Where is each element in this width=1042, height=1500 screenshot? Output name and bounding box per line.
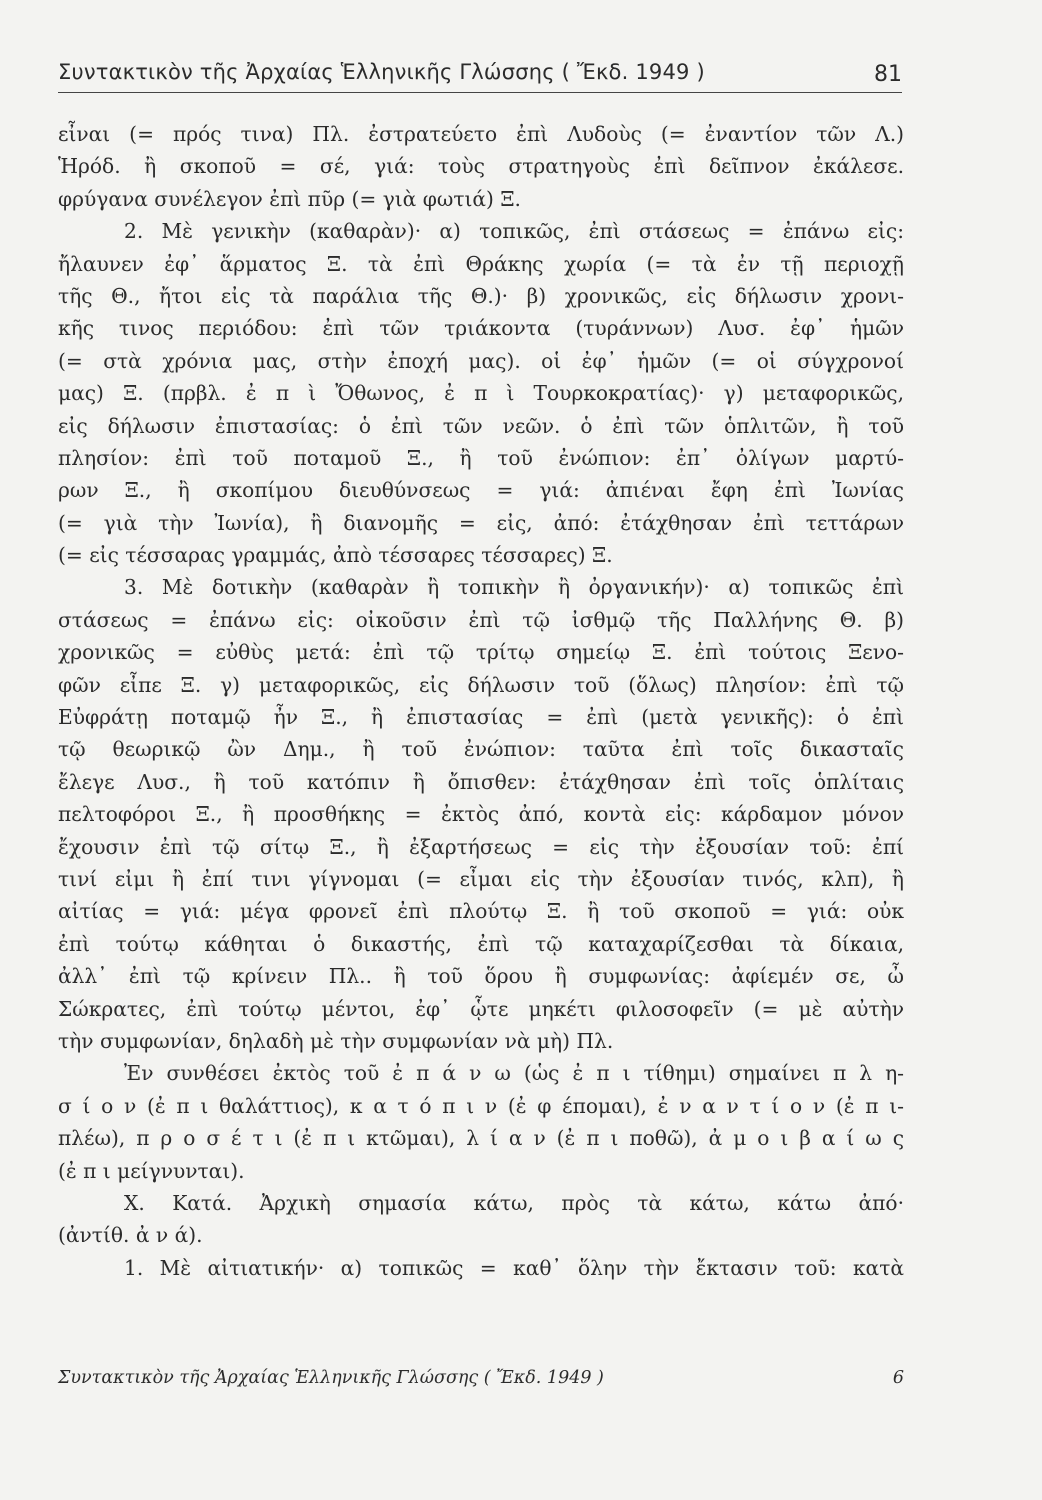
text-line: (ἀντίθ. ἀ ν ά). bbox=[58, 1223, 203, 1248]
text-line: χρονικῶς = εὐθὺς μετά: ἐπὶ τῷ τρίτῳ σημείῳ Ξ. ἐπὶ τούτοις Ξενο- bbox=[58, 640, 904, 665]
text-line: αἰτίας = γιά: μέγα φρονεῖ ἐπὶ πλούτῳ Ξ. ἢ τοῦ σκοποῦ = γιά: οὐκ bbox=[58, 899, 904, 924]
page-number: 81 bbox=[874, 62, 902, 87]
text-line: 2. Μὲ γενικὴν (καθαρὰν)· α) τοπικῶς, ἐπὶ στάσεως = ἐπάνω εἰς: bbox=[124, 219, 904, 244]
text-line: ἔλεγε Λυσ., ἢ τοῦ κατόπιν ἢ ὄπισθεν: ἐτάχθησαν ἐπὶ τοῖς ὁπλίταις bbox=[58, 769, 904, 794]
text-line: τὴν συμφωνίαν, δηλαδὴ μὲ τὴν συμφωνίαν νὰ μὴ) Πλ. bbox=[58, 1028, 614, 1053]
text-line: Ἐν συνθέσει ἐκτὸς τοῦ ἐ π ά ν ω (ὡς ἐ π ι τίθημι) σημαίνει π λ η- bbox=[124, 1061, 904, 1086]
text-line: σ ί ο ν (ἐ π ι θαλάττιος), κ α τ ό π ι ν (ἐ φ έπομαι), ἐ ν α ν τ ί ο ν (ἐ π ι- bbox=[58, 1093, 904, 1118]
text-line: εἶναι (= πρός τινα) Πλ. ἐστρατεύετο ἐπὶ Λυδοὺς (= ἐναντίον τῶν Λ.) bbox=[58, 122, 904, 146]
text-line: πλέω), π ρ ο σ έ τ ι (ἐ π ι κτῶμαι), λ ί α ν (ἐ π ι ποθῶ), ἀ μ ο ι β α ί ω ς bbox=[58, 1126, 904, 1151]
text-line: Ἡρόδ. ἢ σκοποῦ = σέ, γιά: τοὺς στρατηγοὺς ἐπὶ δεῖπνον ἐκάλεσε. bbox=[58, 154, 904, 179]
text-line: ἐπὶ τούτῳ κάθηται ὁ δικαστής, ἐπὶ τῷ καταχαρίζεσθαι τὰ δίκαια, bbox=[58, 931, 904, 956]
text-line: πελτοφόροι Ξ., ἢ προσθήκης = ἐκτὸς ἀπό, κοντὰ εἰς: κάρδαμον μόνον bbox=[58, 802, 904, 827]
section-heading-line: Χ. Κατά. Ἀρχικὴ σημασία κάτω, πρὸς τὰ κάτω, κάτω ἀπό· bbox=[124, 1190, 904, 1215]
text-line: φρύγανα συνέλεγον ἐπὶ πῦρ (= γιὰ φωτιά) Ξ. bbox=[58, 186, 521, 211]
text-line: τῷ θεωρικῷ ὢν Δημ., ἢ τοῦ ἐνώπιον: ταῦτα ἐπὶ τοῖς δικασταῖς bbox=[58, 737, 904, 762]
text-line: τινί εἰμι ἢ ἐπί τινι γίγνομαι (= εἶμαι εἰς τὴν ἐξουσίαν τινός, κλπ), ἢ bbox=[58, 866, 904, 891]
text-line: πλησίον: ἐπὶ τοῦ ποταμοῦ Ξ., ἢ τοῦ ἐνώπιον: ἐπ᾽ ὀλίγων μαρτύ- bbox=[58, 445, 904, 470]
text-line: (ἐ π ι μείγνυνται). bbox=[58, 1158, 245, 1183]
footer-signature bbox=[58, 1368, 904, 1398]
text-line: ἔχουσιν ἐπὶ τῷ σίτῳ Ξ., ἢ ἐξαρτήσεως = εἰς τὴν ἐξουσίαν τοῦ: ἐπί bbox=[58, 834, 904, 859]
text-line: εἰς δήλωσιν ἐπιστασίας: ὁ ἐπὶ τῶν νεῶν. ὁ ἐπὶ τῶν ὁπλιτῶν, ἢ τοῦ bbox=[58, 413, 904, 438]
text-line: στάσεως = ἐπάνω εἰς: οἰκοῦσιν ἐπὶ τῷ ἰσθμῷ τῆς Παλλήνης Θ. β) bbox=[58, 607, 904, 632]
text-line: Εὐφράτῃ ποταμῷ ἦν Ξ., ἢ ἐπιστασίας = ἐπὶ (μετὰ γενικῆς): ὁ ἐπὶ bbox=[58, 705, 904, 730]
footer-sheet-number: 6 bbox=[892, 1368, 904, 1388]
text-line: 1. Μὲ αἰτιατικήν· α) τοπικῶς = καθ᾽ ὅλην τὴν ἔκτασιν τοῦ: κατὰ bbox=[124, 1255, 904, 1280]
header-title: Συντακτικὸν τῆς Ἀρχαίας Ἑλληνικῆς Γλώσσης ( Ἔκδ. 1949 ) bbox=[58, 60, 705, 84]
running-header bbox=[58, 56, 902, 93]
page-body bbox=[58, 118, 904, 1284]
text-line: φῶν εἶπε Ξ. γ) μεταφορικῶς, εἰς δήλωσιν τοῦ (ὅλως) πλησίον: ἐπὶ τῷ bbox=[58, 672, 904, 697]
text-line: ἀλλ᾽ ἐπὶ τῷ κρίνειν Πλ.. ἢ τοῦ ὅρου ἢ συμφωνίας: ἀφίεμέν σε, ὦ bbox=[58, 964, 904, 989]
text-line: ρων Ξ., ἢ σκοπίμου διευθύνσεως = γιά: ἀπιέναι ἔφη ἐπὶ Ἰωνίας bbox=[58, 478, 904, 503]
text-line: 3. Μὲ δοτικὴν (καθαρὰν ἢ τοπικὴν ἢ ὀργανικήν)· α) τοπικῶς ἐπὶ bbox=[124, 575, 904, 600]
text-line: κῆς τινος περιόδου: ἐπὶ τῶν τριάκοντα (τυράννων) Λυσ. ἐφ᾽ ἡμῶν bbox=[58, 316, 904, 341]
footer-title: Συντακτικὸν τῆς Ἀρχαίας Ἑλληνικῆς Γλώσσης ( Ἔκδ. 1949 ) bbox=[58, 1368, 604, 1388]
text-line: ἤλαυνεν ἐφ᾽ ἅρματος Ξ. τὰ ἐπὶ Θράκης χωρία (= τὰ ἐν τῇ περιοχῇ bbox=[58, 251, 904, 276]
text-line: μας) Ξ. (πρβλ. ἐ π ὶ Ὄθωνος, ἐ π ὶ Τουρκοκρατίας)· γ) μεταφορικῶς, bbox=[58, 381, 904, 406]
text-line: Σώκρατες, ἐπὶ τούτῳ μέντοι, ἐφ᾽ ᾧτε μηκέτι φιλοσοφεῖν (= μὲ αὐτὴν bbox=[58, 996, 904, 1021]
text-line: (= στὰ χρόνια μας, στὴν ἐποχή μας). οἱ ἐφ᾽ ἡμῶν (= οἱ σύγχρονοί bbox=[58, 348, 904, 373]
text-line: (= γιὰ τὴν Ἰωνία), ἢ διανομῆς = εἰς, ἀπό: ἐτάχθησαν ἐπὶ τεττάρων bbox=[58, 510, 904, 535]
text-line: τῆς Θ., ἤτοι εἰς τὰ παράλια τῆς Θ.)· β) χρονικῶς, εἰς δήλωσιν χρονι- bbox=[58, 283, 904, 308]
text-line: (= εἰς τέσσαρας γραμμάς, ἀπὸ τέσσαρες τέσσαρες) Ξ. bbox=[58, 543, 613, 568]
